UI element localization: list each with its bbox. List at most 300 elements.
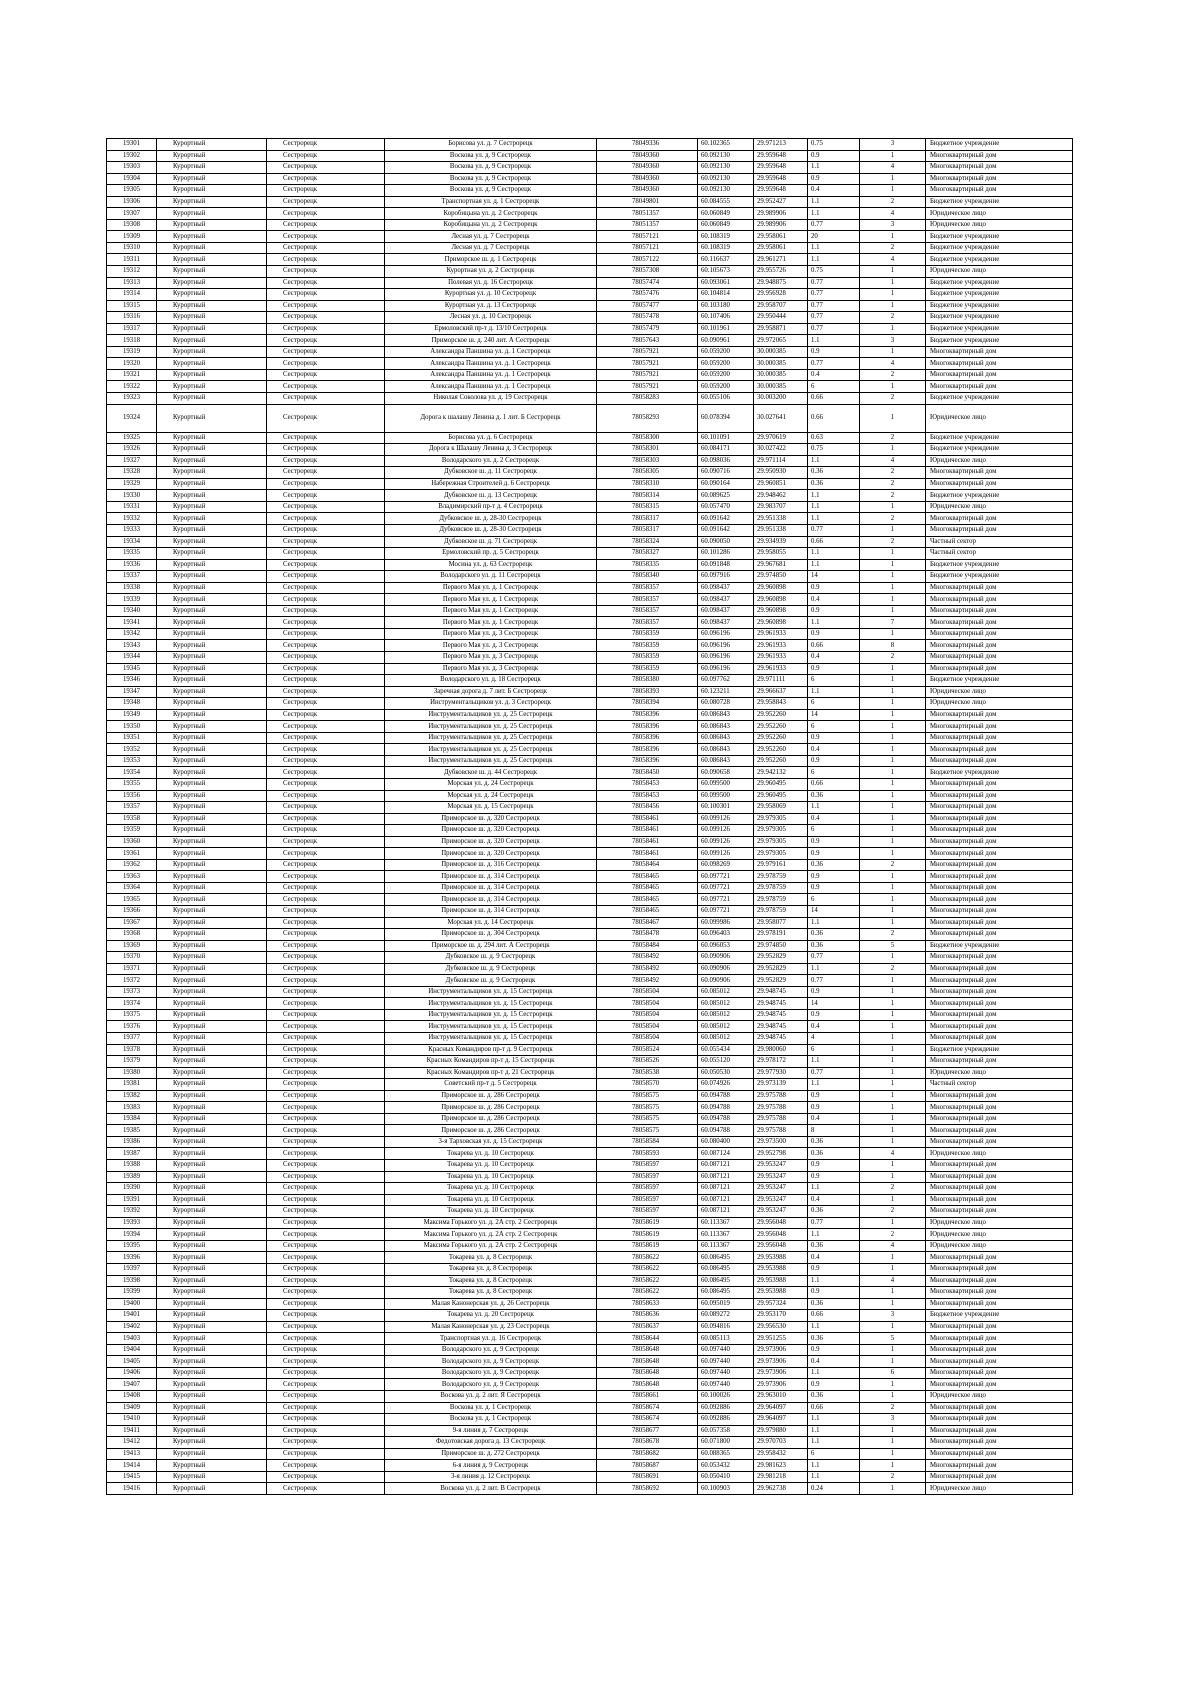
row-number-cell: 19337 [107, 571, 157, 583]
longitude-cell: 29.957324 [754, 1298, 808, 1310]
longitude-cell: 29.952798 [754, 1148, 808, 1160]
district-cell: Курортный [157, 1402, 267, 1414]
address-cell: 9-я линия д. 7 Сестрорецк [385, 1425, 597, 1437]
value-cell: 0.66 [808, 536, 860, 548]
row-number-cell: 19407 [107, 1379, 157, 1391]
object-id-cell: 78058393 [597, 686, 698, 698]
table-row [107, 1229, 1073, 1241]
object-id-cell: 78049336 [597, 139, 698, 151]
object-id-cell: 78058526 [597, 1056, 698, 1068]
object-id-cell: 78049360 [597, 150, 698, 162]
table-row [107, 1471, 1073, 1483]
row-number-cell: 19363 [107, 871, 157, 883]
longitude-cell: 29.953247 [754, 1160, 808, 1172]
value-cell: 0.66 [808, 1310, 860, 1322]
latitude-cell: 60.097721 [698, 871, 754, 883]
longitude-cell: 29.971114 [754, 455, 808, 467]
category-cell: Юридическое лицо [926, 1240, 1073, 1252]
longitude-cell: 29.979305 [754, 848, 808, 860]
row-number-cell: 19364 [107, 882, 157, 894]
value-cell: 4 [808, 1033, 860, 1045]
value-cell: 0.36 [808, 1333, 860, 1345]
longitude-cell: 29.956048 [754, 1229, 808, 1241]
table-row [107, 208, 1073, 220]
longitude-cell: 29.960898 [754, 605, 808, 617]
row-number-cell: 19305 [107, 185, 157, 197]
category-cell: Многоквартирный дом [926, 836, 1073, 848]
object-id-cell: 78058340 [597, 571, 698, 583]
table-row [107, 1402, 1073, 1414]
address-cell: Токарева ул. д. 10 Сестрорецк [385, 1148, 597, 1160]
value-cell: 0.66 [808, 640, 860, 652]
value-cell: 0.9 [808, 755, 860, 767]
category-cell: Многоквартирный дом [926, 381, 1073, 393]
count-cell: 1 [860, 1067, 926, 1079]
object-id-cell: 78058465 [597, 906, 698, 918]
object-id-cell: 78058484 [597, 940, 698, 952]
table-row [107, 335, 1073, 347]
district-cell: Курортный [157, 323, 267, 335]
table-row [107, 975, 1073, 987]
longitude-cell: 29.952260 [754, 732, 808, 744]
object-id-cell: 78058597 [597, 1183, 698, 1195]
district-cell: Курортный [157, 1379, 267, 1391]
category-cell: Многоквартирный дом [926, 150, 1073, 162]
city-cell: Сестрорецк [267, 1402, 385, 1414]
category-cell: Юридическое лицо [926, 1148, 1073, 1160]
address-cell: Коробицына ул. д. 2 Сестрорецк [385, 208, 597, 220]
count-cell: 1 [860, 1194, 926, 1206]
count-cell: 1 [860, 698, 926, 710]
object-id-cell: 78058301 [597, 444, 698, 456]
category-cell: Юридическое лицо [926, 1390, 1073, 1402]
city-cell: Сестрорецк [267, 767, 385, 779]
category-cell: Бюджетное учреждение [926, 940, 1073, 952]
object-id-cell: 78058636 [597, 1310, 698, 1322]
latitude-cell: 60.090050 [698, 536, 754, 548]
latitude-cell: 60.090658 [698, 767, 754, 779]
table-row [107, 1021, 1073, 1033]
row-number-cell: 19324 [107, 404, 157, 432]
value-cell: 0.77 [808, 289, 860, 301]
longitude-cell: 29.973906 [754, 1356, 808, 1368]
longitude-cell: 29.961271 [754, 254, 808, 266]
latitude-cell: 60.098437 [698, 617, 754, 629]
object-id-cell: 78058648 [597, 1367, 698, 1379]
table-row [107, 894, 1073, 906]
value-cell: 1.1 [808, 513, 860, 525]
city-cell: Сестрорецк [267, 323, 385, 335]
city-cell: Сестрорецк [267, 1194, 385, 1206]
district-cell: Курортный [157, 1252, 267, 1264]
count-cell: 3 [860, 139, 926, 151]
category-cell: Многоквартирный дом [926, 906, 1073, 918]
latitude-cell: 60.101286 [698, 548, 754, 560]
row-number-cell: 19408 [107, 1390, 157, 1402]
object-id-cell: 78058584 [597, 1136, 698, 1148]
longitude-cell: 29.958843 [754, 698, 808, 710]
row-number-cell: 19368 [107, 929, 157, 941]
table-row [107, 1033, 1073, 1045]
value-cell: 0.9 [808, 346, 860, 358]
object-id-cell: 78057474 [597, 277, 698, 289]
object-id-cell: 78058359 [597, 651, 698, 663]
address-cell: Максима Горького ул. д. 2А стр. 2 Сестрорецк [385, 1217, 597, 1229]
table-row [107, 1090, 1073, 1102]
city-cell: Сестрорецк [267, 1437, 385, 1449]
longitude-cell: 30.000385 [754, 358, 808, 370]
count-cell: 6 [860, 1367, 926, 1379]
address-cell: Дубковское ш. д. 71 Сестрорецк [385, 536, 597, 548]
city-cell: Сестрорецк [267, 894, 385, 906]
table-row [107, 1194, 1073, 1206]
latitude-cell: 60.098437 [698, 594, 754, 606]
address-cell: Александра Паншина ул. д. 1 Сестрорецк [385, 358, 597, 370]
latitude-cell: 60.113367 [698, 1217, 754, 1229]
city-cell: Сестрорецк [267, 559, 385, 571]
address-cell: Морская ул. д. 24 Сестрорецк [385, 790, 597, 802]
value-cell: 0.4 [808, 744, 860, 756]
address-cell: Ермоловский пр. д. 5 Сестрорецк [385, 548, 597, 560]
row-number-cell: 19371 [107, 963, 157, 975]
value-cell: 1.1 [808, 1414, 860, 1426]
city-cell: Сестрорецк [267, 1021, 385, 1033]
table-row [107, 571, 1073, 583]
row-number-cell: 19331 [107, 501, 157, 513]
district-cell: Курортный [157, 404, 267, 432]
category-cell: Многоквартирный дом [926, 1460, 1073, 1472]
latitude-cell: 60.060849 [698, 219, 754, 231]
address-cell: Курортная ул. д. 10 Сестрорецк [385, 289, 597, 301]
value-cell: 1.1 [808, 548, 860, 560]
table-row [107, 871, 1073, 883]
latitude-cell: 60.099126 [698, 813, 754, 825]
count-cell: 1 [860, 848, 926, 860]
city-cell: Сестрорецк [267, 404, 385, 432]
count-cell: 2 [860, 1471, 926, 1483]
value-cell: 1.1 [808, 1471, 860, 1483]
longitude-cell: 29.973139 [754, 1079, 808, 1091]
district-cell: Курортный [157, 1414, 267, 1426]
row-number-cell: 19382 [107, 1090, 157, 1102]
district-cell: Курортный [157, 721, 267, 733]
object-id-cell: 78058619 [597, 1217, 698, 1229]
count-cell: 2 [860, 1206, 926, 1218]
value-cell: 6 [808, 1448, 860, 1460]
object-id-cell: 78058317 [597, 524, 698, 536]
table-row [107, 150, 1073, 162]
count-cell: 1 [860, 975, 926, 987]
longitude-cell: 29.960495 [754, 790, 808, 802]
district-cell: Курортный [157, 582, 267, 594]
address-cell: Борисова ул. д. 6 Сестрорецк [385, 432, 597, 444]
category-cell: Многоквартирный дом [926, 1033, 1073, 1045]
row-number-cell: 19311 [107, 254, 157, 266]
address-cell: Приморское ш. д. 320 Сестрорецк [385, 825, 597, 837]
address-cell: Володарского ул. д. 2 Сестрорецк [385, 455, 597, 467]
district-cell: Курортный [157, 1194, 267, 1206]
city-cell: Сестрорецк [267, 848, 385, 860]
longitude-cell: 29.948745 [754, 986, 808, 998]
object-id-cell: 78058359 [597, 663, 698, 675]
city-cell: Сестрорецк [267, 732, 385, 744]
latitude-cell: 60.099126 [698, 836, 754, 848]
district-cell: Курортный [157, 651, 267, 663]
latitude-cell: 60.098437 [698, 582, 754, 594]
table-row [107, 986, 1073, 998]
city-cell: Сестрорецк [267, 289, 385, 301]
longitude-cell: 29.953247 [754, 1194, 808, 1206]
address-cell: Приморское ш. д. 272 Сестрорецк [385, 1448, 597, 1460]
object-id-cell: 78058691 [597, 1471, 698, 1483]
table-row [107, 1448, 1073, 1460]
city-cell: Сестрорецк [267, 1448, 385, 1460]
latitude-cell: 60.074926 [698, 1079, 754, 1091]
row-number-cell: 19322 [107, 381, 157, 393]
longitude-cell: 29.970703 [754, 1437, 808, 1449]
district-cell: Курортный [157, 986, 267, 998]
count-cell: 4 [860, 162, 926, 174]
latitude-cell: 60.098437 [698, 605, 754, 617]
row-number-cell: 19332 [107, 513, 157, 525]
category-cell: Многоквартирный дом [926, 651, 1073, 663]
table-row [107, 859, 1073, 871]
count-cell: 1 [860, 1390, 926, 1402]
category-cell: Многоквартирный дом [926, 1275, 1073, 1287]
value-cell: 14 [808, 906, 860, 918]
object-id-cell: 78058597 [597, 1171, 698, 1183]
table-row [107, 594, 1073, 606]
row-number-cell: 19414 [107, 1460, 157, 1472]
category-cell: Многоквартирный дом [926, 346, 1073, 358]
table-row [107, 277, 1073, 289]
latitude-cell: 60.057358 [698, 1425, 754, 1437]
table-row [107, 242, 1073, 254]
value-cell: 1.1 [808, 162, 860, 174]
latitude-cell: 60.090906 [698, 952, 754, 964]
longitude-cell: 29.953988 [754, 1263, 808, 1275]
longitude-cell: 29.959648 [754, 173, 808, 185]
category-cell: Многоквартирный дом [926, 1102, 1073, 1114]
row-number-cell: 19334 [107, 536, 157, 548]
count-cell: 1 [860, 1171, 926, 1183]
address-cell: 6-я линия д. 9 Сестрорецк [385, 1460, 597, 1472]
category-cell: Бюджетное учреждение [926, 323, 1073, 335]
address-cell: Александра Паншина ул. д. 1 Сестрорецк [385, 369, 597, 381]
district-cell: Курортный [157, 1044, 267, 1056]
latitude-cell: 60.059200 [698, 369, 754, 381]
row-number-cell: 19404 [107, 1344, 157, 1356]
count-cell: 1 [860, 501, 926, 513]
city-cell: Сестрорецк [267, 640, 385, 652]
count-cell: 1 [860, 1102, 926, 1114]
latitude-cell: 60.098036 [698, 455, 754, 467]
value-cell: 0.9 [808, 871, 860, 883]
object-id-cell: 78058570 [597, 1079, 698, 1091]
table-row [107, 358, 1073, 370]
row-number-cell: 19326 [107, 444, 157, 456]
city-cell: Сестрорецк [267, 358, 385, 370]
row-number-cell: 19320 [107, 358, 157, 370]
table-row [107, 882, 1073, 894]
table-row [107, 432, 1073, 444]
row-number-cell: 19391 [107, 1194, 157, 1206]
row-number-cell: 19347 [107, 686, 157, 698]
category-cell: Бюджетное учреждение [926, 242, 1073, 254]
longitude-cell: 29.958077 [754, 917, 808, 929]
district-cell: Курортный [157, 836, 267, 848]
object-id-cell: 78058674 [597, 1402, 698, 1414]
city-cell: Сестрорецк [267, 242, 385, 254]
address-cell: Дубковское ш. д. 11 Сестрорецк [385, 467, 597, 479]
category-cell: Многоквартирный дом [926, 1136, 1073, 1148]
district-cell: Курортный [157, 1483, 267, 1495]
district-cell: Курортный [157, 1390, 267, 1402]
city-cell: Сестрорецк [267, 1217, 385, 1229]
row-number-cell: 19343 [107, 640, 157, 652]
object-id-cell: 78058504 [597, 1033, 698, 1045]
district-cell: Курортный [157, 709, 267, 721]
city-cell: Сестрорецк [267, 444, 385, 456]
value-cell: 1.1 [808, 196, 860, 208]
district-cell: Курортный [157, 802, 267, 814]
address-cell: Инструментальщиков ул. д. 25 Сестрорецк [385, 744, 597, 756]
object-id-cell: 78058492 [597, 952, 698, 964]
value-cell: 0.4 [808, 185, 860, 197]
category-cell: Многоквартирный дом [926, 790, 1073, 802]
latitude-cell: 60.090906 [698, 963, 754, 975]
row-number-cell: 19387 [107, 1148, 157, 1160]
count-cell: 1 [860, 1125, 926, 1137]
address-cell: Морская ул. д. 24 Сестрорецк [385, 778, 597, 790]
value-cell: 0.9 [808, 605, 860, 617]
latitude-cell: 60.101961 [698, 323, 754, 335]
district-cell: Курортный [157, 1217, 267, 1229]
longitude-cell: 29.948462 [754, 490, 808, 502]
table-row [107, 524, 1073, 536]
table-row [107, 1160, 1073, 1172]
table-row [107, 675, 1073, 687]
city-cell: Сестрорецк [267, 266, 385, 278]
row-number-cell: 19308 [107, 219, 157, 231]
table-row [107, 490, 1073, 502]
city-cell: Сестрорецк [267, 173, 385, 185]
category-cell: Многоквартирный дом [926, 467, 1073, 479]
row-number-cell: 19392 [107, 1206, 157, 1218]
latitude-cell: 60.105673 [698, 266, 754, 278]
value-cell: 1.1 [808, 1321, 860, 1333]
object-id-cell: 78058674 [597, 1414, 698, 1426]
latitude-cell: 60.096403 [698, 929, 754, 941]
row-number-cell: 19375 [107, 1009, 157, 1021]
object-id-cell: 78058619 [597, 1240, 698, 1252]
value-cell: 0.9 [808, 1102, 860, 1114]
count-cell: 1 [860, 1448, 926, 1460]
category-cell: Многоквартирный дом [926, 1009, 1073, 1021]
city-cell: Сестрорецк [267, 906, 385, 918]
address-cell: Инструментальщиков ул. д. 15 Сестрорецк [385, 1021, 597, 1033]
row-number-cell: 19376 [107, 1021, 157, 1033]
city-cell: Сестрорецк [267, 1367, 385, 1379]
district-cell: Курортный [157, 1056, 267, 1068]
district-cell: Курортный [157, 1263, 267, 1275]
latitude-cell: 60.086843 [698, 721, 754, 733]
category-cell: Многоквартирный дом [926, 1379, 1073, 1391]
table-row [107, 300, 1073, 312]
row-number-cell: 19357 [107, 802, 157, 814]
address-cell: Приморское ш. д. 294 лит. А Сестрорецк [385, 940, 597, 952]
table-row [107, 778, 1073, 790]
value-cell: 1.1 [808, 1460, 860, 1472]
latitude-cell: 60.059200 [698, 358, 754, 370]
city-cell: Сестрорецк [267, 1263, 385, 1275]
latitude-cell: 60.091642 [698, 513, 754, 525]
address-cell: Токарева ул. д. 8 Сестрорецк [385, 1275, 597, 1287]
category-cell: Юридическое лицо [926, 1229, 1073, 1241]
category-cell: Многоквартирный дом [926, 1471, 1073, 1483]
district-cell: Курортный [157, 1090, 267, 1102]
address-cell: Первого Мая ул. д. 1 Сестрорецк [385, 617, 597, 629]
longitude-cell: 29.979880 [754, 1425, 808, 1437]
object-id-cell: 78058597 [597, 1194, 698, 1206]
table-row [107, 1102, 1073, 1114]
value-cell: 1.1 [808, 617, 860, 629]
latitude-cell: 60.091848 [698, 559, 754, 571]
latitude-cell: 60.096196 [698, 651, 754, 663]
longitude-cell: 29.956928 [754, 289, 808, 301]
category-cell: Многоквартирный дом [926, 952, 1073, 964]
city-cell: Сестрорецк [267, 1033, 385, 1045]
value-cell: 0.36 [808, 1240, 860, 1252]
latitude-cell: 60.097440 [698, 1367, 754, 1379]
city-cell: Сестрорецк [267, 1321, 385, 1333]
category-cell: Частный сектор [926, 536, 1073, 548]
category-cell: Многоквартирный дом [926, 975, 1073, 987]
address-cell: Транспортная ул. д. 16 Сестрорецк [385, 1333, 597, 1345]
city-cell: Сестрорецк [267, 1240, 385, 1252]
table-row [107, 139, 1073, 151]
value-cell: 0.36 [808, 478, 860, 490]
latitude-cell: 60.080400 [698, 1136, 754, 1148]
category-cell: Многоквартирный дом [926, 825, 1073, 837]
district-cell: Курортный [157, 467, 267, 479]
longitude-cell: 29.961933 [754, 628, 808, 640]
value-cell: 1.1 [808, 242, 860, 254]
value-cell: 0.36 [808, 940, 860, 952]
longitude-cell: 29.958871 [754, 323, 808, 335]
table-row [107, 1206, 1073, 1218]
category-cell: Юридическое лицо [926, 1217, 1073, 1229]
address-cell: Первого Мая ул. д. 1 Сестрорецк [385, 605, 597, 617]
city-cell: Сестрорецк [267, 1125, 385, 1137]
city-cell: Сестрорецк [267, 1090, 385, 1102]
longitude-cell: 29.978759 [754, 882, 808, 894]
table-row [107, 1275, 1073, 1287]
longitude-cell: 29.960898 [754, 582, 808, 594]
city-cell: Сестрорецк [267, 524, 385, 536]
latitude-cell: 60.060849 [698, 208, 754, 220]
latitude-cell: 60.085012 [698, 1009, 754, 1021]
longitude-cell: 29.964097 [754, 1414, 808, 1426]
value-cell: 1.1 [808, 1056, 860, 1068]
category-cell: Многоквартирный дом [926, 1125, 1073, 1137]
table-row [107, 628, 1073, 640]
table-row [107, 162, 1073, 174]
address-cell: Токарева ул. д. 20 Сестрорецк [385, 1310, 597, 1322]
table-row [107, 582, 1073, 594]
address-cell: Дубковское ш. д. 28-30 Сестрорецк [385, 513, 597, 525]
district-cell: Курортный [157, 1183, 267, 1195]
